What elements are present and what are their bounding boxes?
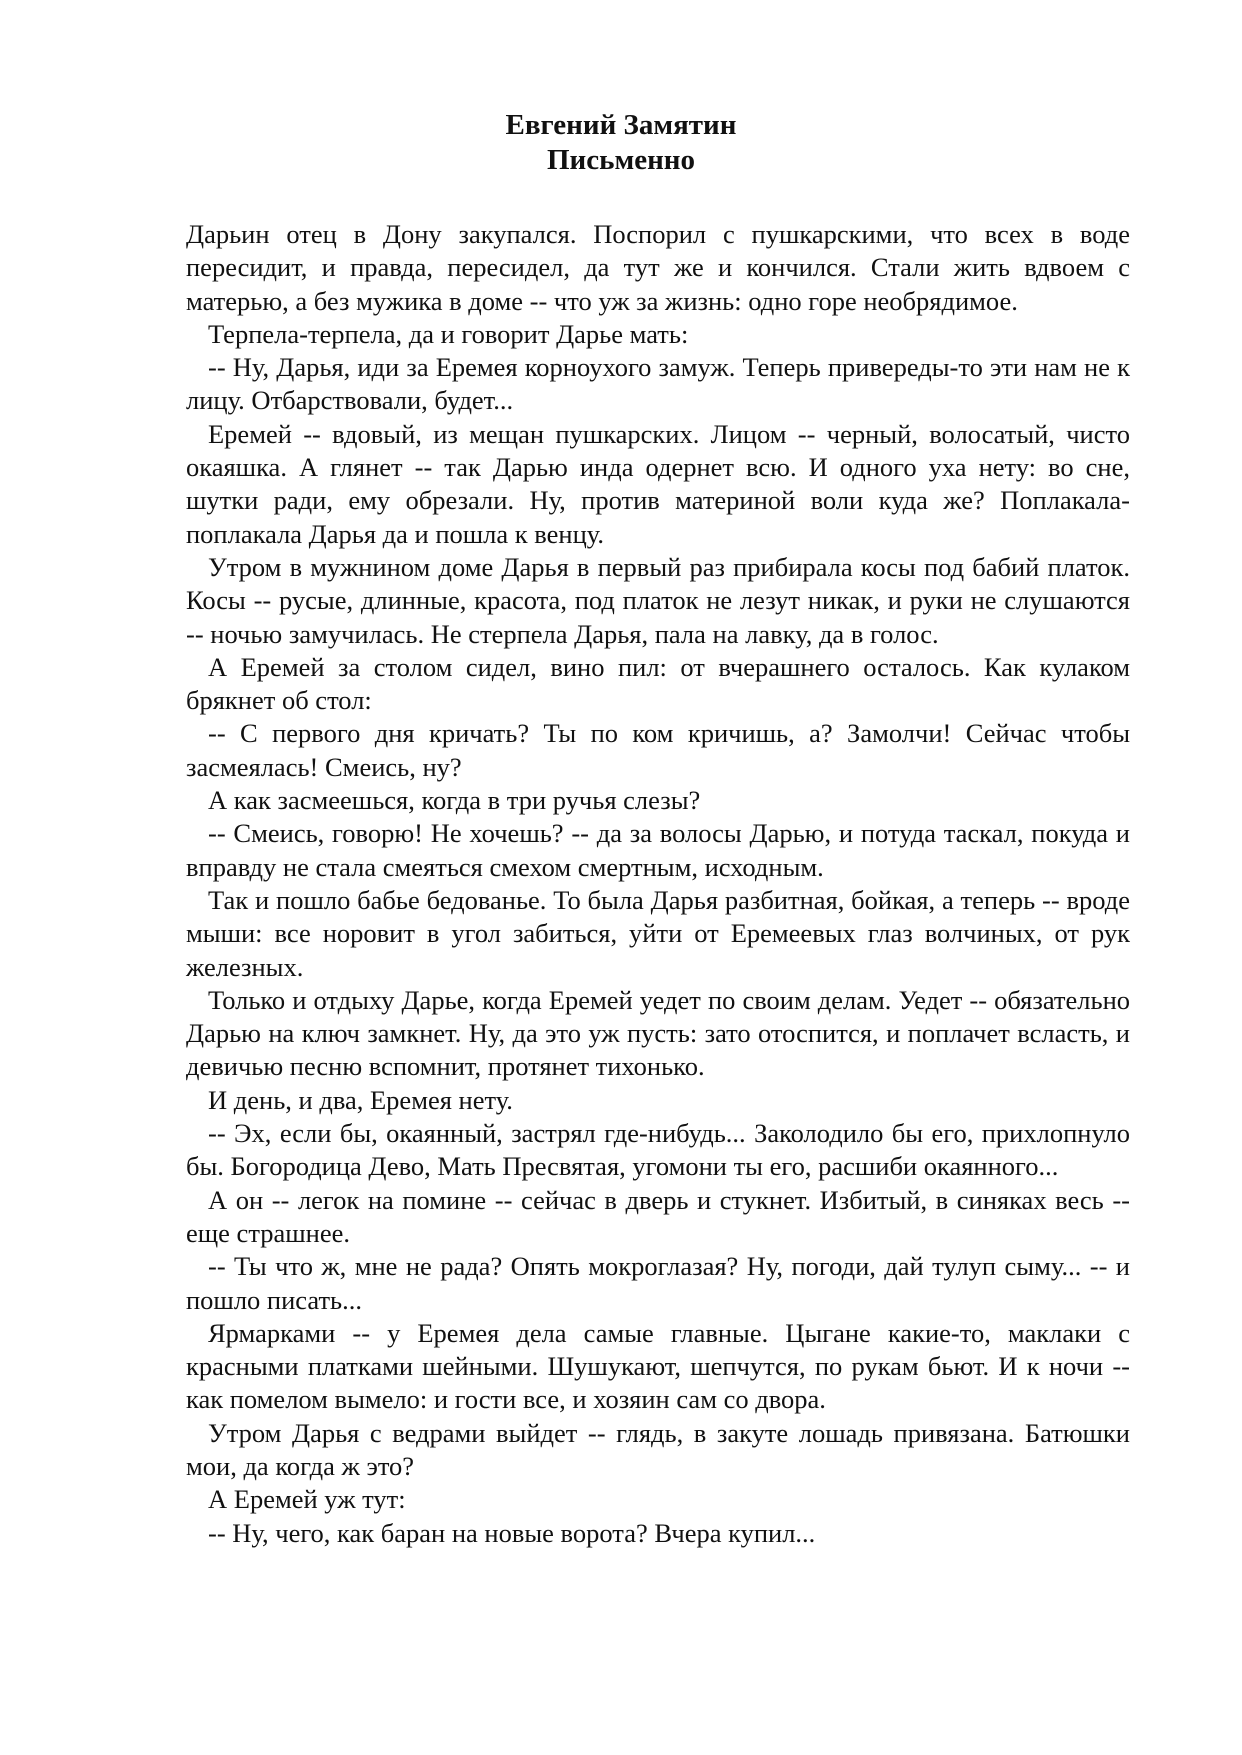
paragraph: Утром в мужнином доме Дарья в первый раз прибирала косы под бабий платок. Косы -- русые, длинные, красота, под платок не лезут никак, и руки не слушаются -- ночью замучилась. Не стерпела Дарья, пала на лавку, да в голос.	[186, 551, 1130, 649]
paragraph: И день, и два, Еремея нету.	[208, 1084, 513, 1115]
paragraph: Ярмарками -- у Еремея дела самые главные. Цыгане какие-то, маклаки с красными платками шейными. Шушукают, шепчутся, по рукам бьют. И к ночи -- как помелом вымело: и гости все, и хозяин сам со двора.	[186, 1317, 1130, 1415]
paragraph: Дарьин отец в Дону закупался. Поспорил с пушкарскими, что всех в воде пересидит, и правда, пересидел, да тут же и кончился. Стали жить вдвоем с матерью, а без мужика в доме -- что уж за жизнь: одно горе необрядимое.	[186, 219, 1130, 316]
paragraph: -- Ну, чего, как баран на новые ворота? Вчера купил...	[208, 1517, 816, 1548]
paragraph: Так и пошло бабье бедованье. То была Дарья разбитная, бойкая, а теперь -- вроде мыши: все норовит в угол забиться, уйти от Еремеевых глаз волчиных, от рук железных.	[186, 884, 1130, 982]
paragraph: -- С первого дня кричать? Ты по ком кричишь, а? Замолчи! Сейчас чтобы засмеялась! Смеись, ну?	[186, 718, 1130, 782]
author-name: Евгений Замятин	[505, 109, 737, 141]
paragraph: А Еремей уж тут:	[208, 1484, 406, 1515]
paragraph: -- Ты что ж, мне не рада? Опять мокроглазая? Ну, погоди, дай тулуп сыму... -- и пошло писать...	[186, 1251, 1130, 1315]
paragraph: -- Ну, Дарья, иди за Еремея корноухого замуж. Теперь привереды-то эти нам не к лицу. Отбарствовали, будет...	[186, 352, 1130, 416]
paragraph: Еремей -- вдовый, из мещан пушкарских. Лицом -- черный, волосатый, чисто окаяшка. А глянет -- так Дарью инда одернет всю. И одного уха нету: во сне, шутки ради, ему обрезали. Ну, против материной воли куда же? Поплакала-поплакала Дарья да и пошла к венцу.	[186, 418, 1130, 549]
paragraph: А Еремей за столом сидел, вино пил: от вчерашнего осталось. Как кулаком брякнет об стол:	[186, 651, 1130, 716]
paragraph: -- Эх, если бы, окаянный, застрял где-нибудь... Заколодило бы его, прихлопнуло бы. Богородица Дево, Мать Пресвятая, угомони ты его, расшиби окаянного...	[186, 1118, 1130, 1182]
story-text	[186, 218, 1130, 1550]
paragraph: -- Смеись, говорю! Не хочешь? -- да за волосы Дарью, и потуда таскал, покуда и вправду не стала смеяться смехом смертным, исходным.	[186, 818, 1130, 882]
paragraph: А он -- легок на помине -- сейчас в дверь и стукнет. Избитый, в синяках весь -- еще страшнее.	[186, 1184, 1130, 1248]
paragraph: Утром Дарья с ведрами выйдет -- глядь, в закуте лошадь привязана. Батюшки мои, да когда ж это?	[186, 1417, 1130, 1481]
paragraph: Только и отдыху Дарье, когда Еремей уедет по своим делам. Уедет -- обязательно Дарью на ключ замкнет. Ну, да это уж пусть: зато отоспится, и поплачет всласть, и девичью песню вспомнит, протянет тихонько.	[186, 984, 1130, 1082]
title-block	[0, 108, 1242, 178]
story-title: Письменно	[546, 144, 696, 176]
paragraph: А как засмеешься, когда в три ручья слезы?	[208, 785, 701, 816]
paragraph: Терпела-терпела, да и говорит Дарье мать:	[208, 318, 689, 349]
